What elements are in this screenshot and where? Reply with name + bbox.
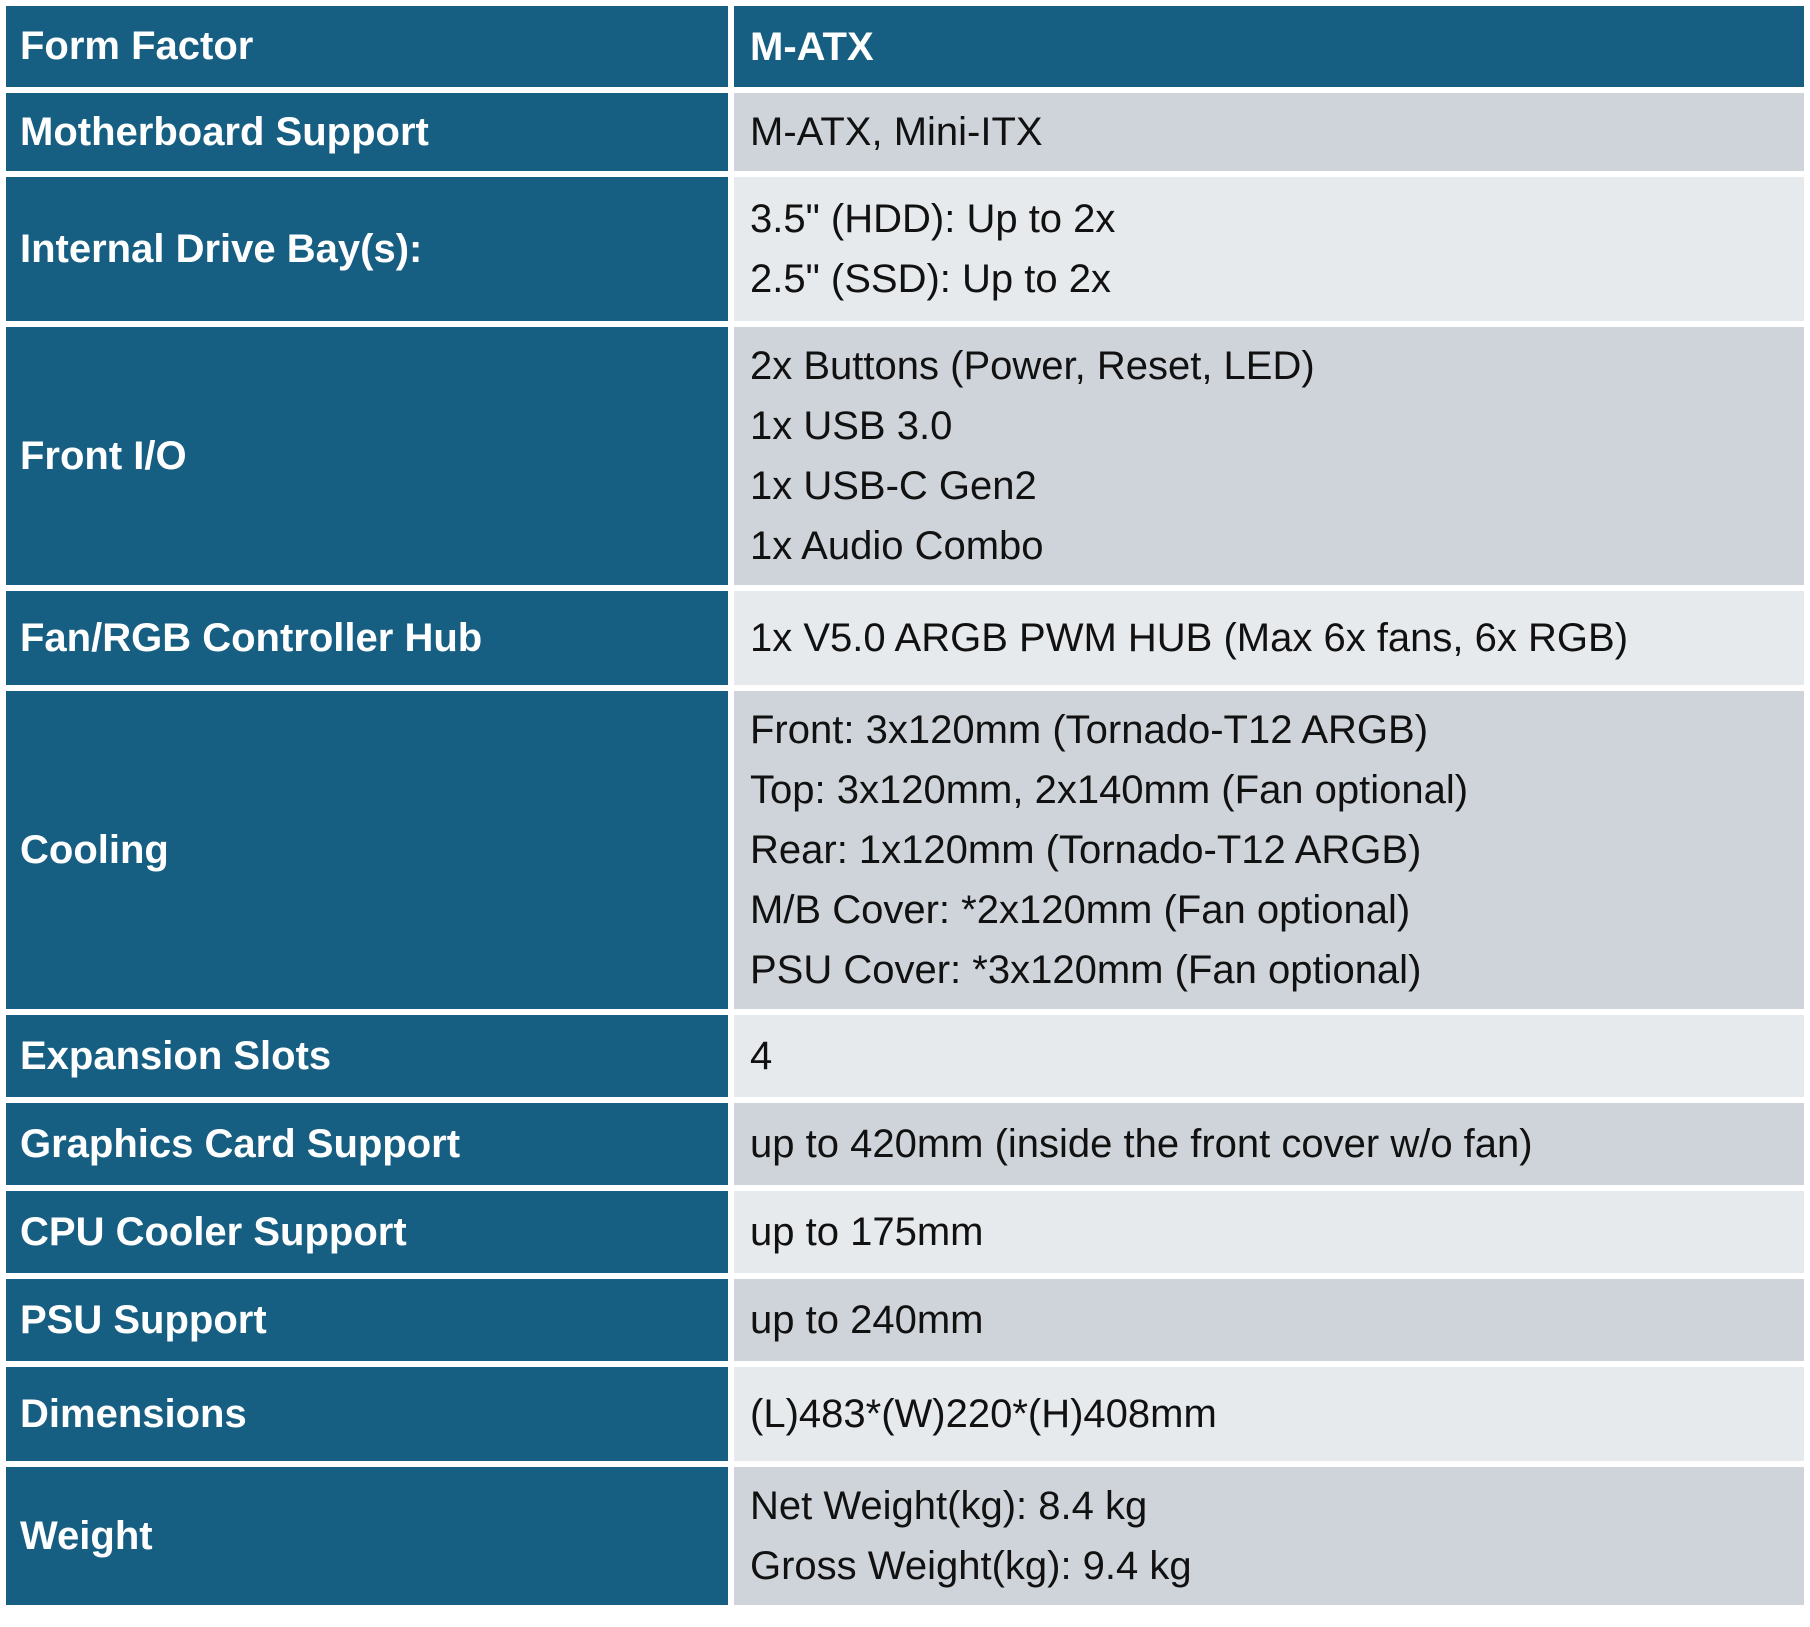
spec-label: Expansion Slots — [6, 1012, 731, 1100]
spec-value-line: M-ATX — [750, 24, 874, 69]
spec-value-line: 1x Audio Combo — [750, 524, 1044, 568]
spec-value — [731, 588, 1804, 688]
spec-row-graphics-card-support — [6, 1100, 1804, 1188]
spec-value-line: up to 420mm (inside the front cover w/o fan) — [750, 1122, 1533, 1166]
spec-value-line: Front: 3x120mm (Tornado-T12 ARGB) — [750, 708, 1429, 752]
spec-label: Front I/O — [6, 324, 731, 588]
spec-value — [731, 1012, 1804, 1100]
spec-value — [731, 1276, 1804, 1364]
spec-value-line: Gross Weight(kg): 9.4 kg — [750, 1544, 1192, 1588]
spec-value — [731, 1188, 1804, 1276]
spec-value-line: Net Weight(kg): 8.4 kg — [750, 1484, 1148, 1528]
spec-value-line: M/B Cover: *2x120mm (Fan optional) — [750, 888, 1411, 932]
spec-value — [731, 324, 1804, 588]
spec-value-line: 4 — [750, 1034, 773, 1078]
spec-label: Form Factor — [6, 6, 731, 90]
spec-value-line: Rear: 1x120mm (Tornado-T12 ARGB) — [750, 828, 1422, 872]
spec-label: Motherboard Support — [6, 90, 731, 174]
spec-value-line: Top: 3x120mm, 2x140mm (Fan optional) — [750, 768, 1469, 812]
spec-value-line: M-ATX, Mini-ITX — [750, 110, 1043, 154]
spec-label: Graphics Card Support — [6, 1100, 731, 1188]
spec-row-weight — [6, 1464, 1804, 1608]
spec-value-line: up to 175mm — [750, 1210, 984, 1254]
spec-value-line: 1x USB-C Gen2 — [750, 464, 1037, 508]
spec-label: Fan/RGB Controller Hub — [6, 588, 731, 688]
spec-value — [731, 174, 1804, 324]
spec-value-line: up to 240mm — [750, 1298, 984, 1342]
spec-value — [731, 1464, 1804, 1608]
spec-value — [731, 688, 1804, 1012]
spec-value-line: 3.5" (HDD): Up to 2x — [750, 197, 1116, 241]
spec-value-line: PSU Cover: *3x120mm (Fan optional) — [750, 948, 1422, 992]
spec-row-internal-drive-bays — [6, 174, 1804, 324]
spec-value — [731, 90, 1804, 174]
spec-label: Internal Drive Bay(s): — [6, 174, 731, 324]
spec-row-dimensions — [6, 1364, 1804, 1464]
spec-value-line: 1x USB 3.0 — [750, 404, 953, 448]
spec-row-expansion-slots — [6, 1012, 1804, 1100]
spec-value — [731, 1364, 1804, 1464]
spec-row-motherboard-support — [6, 90, 1804, 174]
spec-value — [731, 1100, 1804, 1188]
spec-row-cpu-cooler-support — [6, 1188, 1804, 1276]
spec-label: CPU Cooler Support — [6, 1188, 731, 1276]
spec-table-body — [6, 6, 1804, 1608]
spec-label: Dimensions — [6, 1364, 731, 1464]
spec-value — [731, 6, 1804, 90]
spec-value-line: 2x Buttons (Power, Reset, LED) — [750, 344, 1315, 388]
spec-value-line: 1x V5.0 ARGB PWM HUB (Max 6x fans, 6x RGB) — [750, 616, 1629, 660]
spec-row-front-io — [6, 324, 1804, 588]
spec-value-line: (L)483*(W)220*(H)408mm — [750, 1392, 1217, 1436]
spec-value-line: 2.5" (SSD): Up to 2x — [750, 257, 1111, 301]
spec-row-psu-support — [6, 1276, 1804, 1364]
spec-table — [6, 6, 1804, 1611]
spec-row-form-factor — [6, 6, 1804, 90]
spec-row-fan-rgb-hub — [6, 588, 1804, 688]
spec-label: Cooling — [6, 688, 731, 1012]
spec-label: PSU Support — [6, 1276, 731, 1364]
spec-label: Weight — [6, 1464, 731, 1608]
spec-row-cooling — [6, 688, 1804, 1012]
